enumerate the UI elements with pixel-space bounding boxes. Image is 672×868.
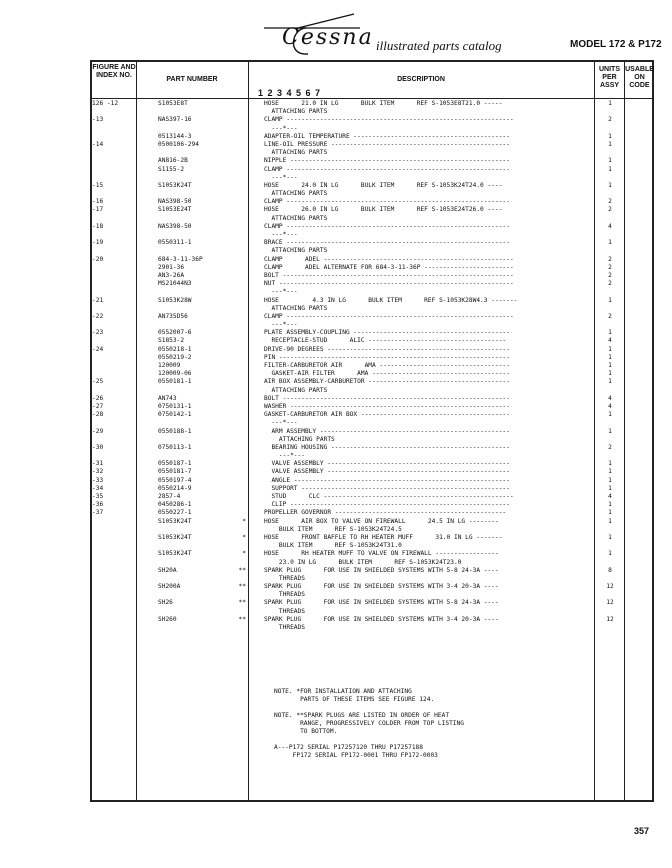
part-number: 0550181-7 (158, 468, 192, 476)
part-number: S1053E24T (158, 206, 192, 214)
part-number: 0513144-3 (158, 132, 192, 140)
units-per-assy: 1 (608, 370, 612, 378)
part-number: MS21044N3 (158, 280, 192, 288)
description: ATTACHING PARTS (264, 386, 328, 394)
description: CLAMP ------------------------------------------------------------ (264, 198, 510, 206)
table-row (0, 411, 672, 419)
part-number: S1053K28W (158, 296, 192, 304)
description: CLAMP ------------------------------------------------------------ (264, 165, 510, 173)
part-number: 120009 (158, 362, 181, 369)
description: THREADS (264, 624, 305, 631)
table-row (0, 370, 672, 378)
description: ATTACHING PARTS (264, 149, 328, 157)
units-per-assy: 1 (608, 427, 612, 435)
note-marker: ** (238, 615, 246, 623)
description: SUPPORT -------------------------------------------------------- (264, 484, 510, 492)
description: THREADS (264, 591, 305, 599)
figure-index: -19 (92, 239, 104, 247)
description: CLAMP ADEL --------------------------------------------------- (264, 255, 514, 263)
table-row (0, 239, 672, 247)
part-number: S1053K24T (158, 533, 192, 541)
units-per-assy: 1 (608, 533, 612, 541)
parts-list (0, 100, 672, 632)
note-line: FP172 SERIAL FP172-0001 THRU FP172-0003 (274, 752, 438, 759)
page-number: 357 (634, 826, 650, 836)
table-row (0, 280, 672, 288)
table-row (0, 485, 672, 493)
note-marker: * (242, 550, 246, 558)
part-number: S1853-2 (158, 337, 185, 345)
table-row (0, 460, 672, 468)
description: CLAMP ------------------------------------------------------------- (264, 312, 514, 320)
units-per-assy: 2 (608, 255, 612, 263)
description: NUT --------------------------------------------------------------- (264, 280, 514, 288)
table-row (0, 182, 672, 190)
figure-index: -35 (92, 493, 104, 500)
table-row (0, 256, 672, 264)
part-number: S1053K24T (158, 550, 192, 558)
units-per-assy: 2 (608, 280, 612, 288)
column-header-units: UNITS PER ASSY (599, 66, 620, 89)
units-per-assy: 1 (608, 484, 612, 492)
description: HOSE 24.0 IN LG BULK ITEM REF S-1053K24T24.0 ---- (264, 181, 503, 189)
figure-index: -30 (92, 443, 104, 451)
units-per-assy: 1 (608, 550, 612, 558)
part-number: 2857-4 (158, 493, 181, 500)
note-line (274, 704, 464, 712)
units-per-assy: 1 (608, 460, 612, 468)
description: PLATE ASSEMBLY-COUPLING ------------------------------------------ (264, 329, 510, 337)
table-row (0, 264, 672, 272)
units-per-assy: 1 (608, 353, 612, 361)
header-divider (90, 98, 654, 99)
table-row (0, 272, 672, 280)
figure-index: -22 (92, 312, 104, 320)
figure-index: -31 (92, 460, 104, 468)
units-per-assy: 2 (608, 312, 612, 320)
table-row (0, 542, 672, 550)
description: VALVE ASSEMBLY ------------------------------------------------- (264, 468, 510, 476)
description: THREADS (264, 607, 305, 615)
part-number: S1155-2 (158, 165, 185, 173)
part-number: 684-3-11-36P (158, 255, 203, 263)
units-per-assy: 1 (608, 411, 612, 419)
description: ATTACHING PARTS (264, 304, 328, 312)
figure-index: -20 (92, 255, 104, 263)
description: BOLT ------------------------------------------------------------- (264, 394, 510, 402)
description: DRIVE-90 DEGREES ------------------------------------------------- (264, 345, 510, 353)
figure-index: -23 (92, 329, 104, 337)
description: ---*--- (264, 452, 305, 460)
units-per-assy: 4 (608, 402, 612, 410)
description: BULK ITEM REF S-1053K24T31.0 (264, 542, 402, 550)
units-per-assy: 8 (608, 566, 612, 574)
units-per-assy: 1 (608, 296, 612, 304)
part-number: 0550218-1 (158, 345, 192, 353)
part-number: NAS398-50 (158, 198, 192, 206)
table-row (0, 174, 672, 182)
part-number: 0750113-1 (158, 443, 192, 451)
note-marker: * (242, 517, 246, 525)
table-row (0, 428, 672, 436)
table-row (0, 297, 672, 305)
description: BEARING HOUSING ------------------------------------------------ (264, 443, 510, 451)
part-number: NAS398-50 (158, 222, 192, 230)
units-per-assy: 12 (606, 583, 614, 591)
description: ANGLE ---------------------------------------------------------- (264, 476, 510, 484)
description: RECEPTACLE-STUD ALIC ------------------------------------- (264, 337, 507, 345)
units-per-assy: 2 (608, 116, 612, 124)
description: LINE-OIL PRESSURE ------------------------------------------------ (264, 140, 510, 148)
units-per-assy: 1 (608, 362, 612, 369)
table-row (0, 575, 672, 583)
description: ---*--- (264, 419, 298, 427)
figure-index: -15 (92, 181, 104, 189)
table-row (0, 125, 672, 133)
units-per-assy: 1 (608, 181, 612, 189)
figure-index: -29 (92, 427, 104, 435)
description: FILTER-CARBURETOR AIR AMA ----------------------------------- (264, 362, 510, 369)
note-marker: ** (238, 566, 246, 574)
part-number: AN816-2B (158, 157, 188, 165)
note-line: NOTE. **SPARK PLUGS ARE LISTED IN ORDER OF HEAT (274, 712, 450, 719)
units-per-assy: 2 (608, 443, 612, 451)
part-number: AN3-26A (158, 271, 185, 279)
part-number: S1053K24T (158, 517, 192, 525)
part-number: NAS397-16 (158, 116, 192, 124)
description: SPARK PLUG FOR USE IN SHIELDED SYSTEMS WITH 3-4 20-3A ---- (264, 615, 499, 623)
description: ATTACHING PARTS (264, 214, 328, 222)
units-per-assy: 1 (608, 157, 612, 165)
note-marker: ** (238, 583, 246, 591)
description: HOSE 21.0 IN LG BULK ITEM REF S-1053E8T21.0 ----- (264, 100, 503, 107)
indent-scale: 1 2 3 4 5 6 7 (258, 88, 322, 98)
table-row (0, 231, 672, 239)
part-number: SH260 (158, 615, 177, 623)
column-header-description: DESCRIPTION (397, 76, 445, 83)
description: WASHER ----------------------------------------------------------- (264, 402, 510, 410)
units-per-assy: 1 (608, 517, 612, 525)
table-row (0, 141, 672, 149)
table-row (0, 591, 672, 599)
description: ---*--- (264, 321, 298, 329)
description: HOSE AIR BOX TO VALVE ON FIREWALL 24.5 IN LG -------- (264, 517, 499, 525)
units-per-assy: 1 (608, 345, 612, 353)
description: VALVE ASSEMBLY ------------------------------------------------- (264, 460, 510, 468)
table-row (0, 321, 672, 329)
figure-index: -13 (92, 116, 104, 124)
column-header-usable: USABLE ON CODE (625, 66, 654, 89)
figure-index: -25 (92, 378, 104, 386)
description: ATTACHING PARTS (264, 190, 328, 198)
table-row (0, 198, 672, 206)
description: 23.0 IN LG BULK ITEM REF S-1053K24T23.0 (264, 558, 462, 566)
units-per-assy: 1 (608, 100, 612, 107)
table-row (0, 501, 672, 509)
part-number: 0550197-4 (158, 476, 192, 484)
units-per-assy: 12 (606, 615, 614, 623)
table-row (0, 583, 672, 591)
table-row (0, 526, 672, 534)
table-row (0, 608, 672, 616)
units-per-assy: 2 (608, 206, 612, 214)
description: CLIP ----------------------------------------------------------- (264, 501, 510, 509)
part-number: 0550188-1 (158, 427, 192, 435)
table-row (0, 378, 672, 386)
figure-index: -33 (92, 476, 104, 484)
note-marker: ** (238, 599, 246, 607)
table-row (0, 624, 672, 632)
figure-index: -16 (92, 198, 104, 206)
description: PIN -------------------------------------------------------------- (264, 353, 510, 361)
description: SPARK PLUG FOR USE IN SHIELDED SYSTEMS WITH 5-8 24-3A ---- (264, 566, 499, 574)
description: ---*--- (264, 288, 298, 296)
part-number: 0550181-1 (158, 378, 192, 386)
table-row (0, 157, 672, 165)
note-line: TO BOTTOM. (274, 728, 338, 735)
figure-index: -26 (92, 394, 104, 402)
table-row (0, 436, 672, 444)
table-row (0, 337, 672, 345)
units-per-assy: 12 (606, 599, 614, 607)
table-row (0, 133, 672, 141)
table-row (0, 362, 672, 370)
part-number: AN735D56 (158, 312, 188, 320)
table-row (0, 403, 672, 411)
description: STUD CLC --------------------------------------------------- (264, 493, 514, 500)
note-line: NOTE. *FOR INSTALLATION AND ATTACHING (274, 688, 412, 695)
part-number: 0550311-1 (158, 239, 192, 247)
figure-index: -34 (92, 484, 104, 492)
description: SPARK PLUG FOR USE IN SHIELDED SYSTEMS WITH 3-4 20-3A ---- (264, 583, 499, 591)
table-row (0, 100, 672, 108)
description: BRACE ------------------------------------------------------------ (264, 239, 510, 247)
table-row (0, 108, 672, 116)
description: ATTACHING PARTS (264, 435, 335, 443)
notes-block (274, 688, 464, 760)
figure-index: -27 (92, 402, 104, 410)
units-per-assy: 4 (608, 337, 612, 345)
description: CLAMP ADEL ALTERNATE FOR 684-3-11-36P ------------------------ (264, 263, 514, 271)
description: ---*--- (264, 231, 298, 238)
part-number: S1053E8T (158, 100, 188, 107)
description: AIR BOX ASSEMBLY-CARBURETOR -------------------------------------- (264, 378, 510, 386)
description: ATTACHING PARTS (264, 108, 328, 116)
table-row (0, 444, 672, 452)
table-row (0, 550, 672, 558)
table-row (0, 509, 672, 517)
catalog-title: illustrated parts catalog (376, 38, 502, 53)
units-per-assy: 1 (608, 132, 612, 140)
description: PROPELLER GOVERNOR ---------------------------------------------- (264, 509, 507, 517)
units-per-assy: 1 (608, 239, 612, 247)
table-row (0, 346, 672, 354)
part-number: AN743 (158, 394, 177, 402)
table-row (0, 206, 672, 214)
description: ARM ASSEMBLY --------------------------------------------------- (264, 427, 510, 435)
note-line: A---P172 SERIAL P17257120 THRU P17257188 (274, 744, 424, 751)
part-number: 0450286-1 (158, 501, 192, 509)
table-row (0, 247, 672, 255)
table-row (0, 477, 672, 485)
table-row (0, 395, 672, 403)
units-per-assy: 1 (608, 509, 612, 517)
part-number: 0550227-1 (158, 509, 192, 517)
page-header (0, 0, 672, 60)
description: ADAPTER-OIL TEMPERATURE ------------------------------------------ (264, 132, 510, 140)
column-header-figure: FIGURE AND INDEX NO. (92, 64, 136, 79)
table-row (0, 559, 672, 567)
units-per-assy: 1 (608, 329, 612, 337)
description: GASKET-CARBURETOR AIR BOX ---------------------------------------- (264, 411, 510, 419)
units-per-assy: 1 (608, 468, 612, 476)
part-number: 0550219-2 (158, 353, 192, 361)
figure-index: -18 (92, 222, 104, 230)
table-row (0, 534, 672, 542)
table-row (0, 223, 672, 231)
table-row (0, 329, 672, 337)
units-per-assy: 2 (608, 198, 612, 206)
brand-name: Cessna (282, 25, 374, 50)
description: HOSE FRONT BAFFLE TO RH HEATER MUFF 31.0 IN LG ------- (264, 533, 503, 541)
part-number: 0550214-9 (158, 484, 192, 492)
description: BULK ITEM REF S-1053K24T24.5 (264, 525, 402, 533)
note-marker: * (242, 533, 246, 541)
part-number: S1053K24T (158, 181, 192, 189)
part-number: 0550187-1 (158, 460, 192, 468)
units-per-assy: 1 (608, 140, 612, 148)
part-number: 0750142-1 (158, 411, 192, 419)
description: ATTACHING PARTS (264, 247, 328, 255)
figure-index: -36 (92, 501, 104, 509)
table-row (0, 387, 672, 395)
description: SPARK PLUG FOR USE IN SHIELDED SYSTEMS WITH 5-8 24-3A ---- (264, 599, 499, 607)
figure-index: -32 (92, 468, 104, 476)
note-line (274, 736, 464, 744)
table-row (0, 288, 672, 296)
description: HOSE RH HEATER MUFF TO VALVE ON FIREWALL ----------------- (264, 550, 499, 558)
model-label: MODEL 172 & P172 (570, 39, 662, 50)
units-per-assy: 2 (608, 271, 612, 279)
table-row (0, 599, 672, 607)
table-row (0, 616, 672, 624)
description: HOSE 26.0 IN LG BULK ITEM REF S-1053E24T26.0 ---- (264, 206, 503, 214)
part-number: 2901-36 (158, 263, 185, 271)
description: CLAMP ------------------------------------------------------------- (264, 116, 514, 124)
units-per-assy: 4 (608, 222, 612, 230)
table-row (0, 215, 672, 223)
figure-index: -21 (92, 296, 104, 304)
note-line: RANGE, PROGRESSIVELY COLDER FROM TOP LISTING (274, 720, 464, 727)
units-per-assy: 1 (608, 165, 612, 173)
table-row (0, 313, 672, 321)
description: THREADS (264, 574, 305, 582)
table-row (0, 518, 672, 526)
description: ---*--- (264, 173, 298, 181)
part-number: SH200A (158, 583, 181, 591)
units-per-assy: 1 (608, 476, 612, 484)
table-row (0, 567, 672, 575)
table-row (0, 305, 672, 313)
part-number: SH20A (158, 566, 177, 574)
units-per-assy: 4 (608, 493, 612, 500)
table-row (0, 116, 672, 124)
table-row (0, 149, 672, 157)
figure-index: -28 (92, 411, 104, 419)
description: BOLT -------------------------------------------------------------- (264, 271, 514, 279)
figure-index: -14 (92, 140, 104, 148)
description: CLAMP ------------------------------------------------------------ (264, 222, 510, 230)
table-row (0, 468, 672, 476)
units-per-assy: 1 (608, 501, 612, 509)
table-row (0, 452, 672, 460)
part-number: 0552007-6 (158, 329, 192, 337)
units-per-assy: 4 (608, 394, 612, 402)
column-header-part-number: PART NUMBER (166, 76, 218, 83)
units-per-assy: 1 (608, 378, 612, 386)
units-per-assy: 2 (608, 263, 612, 271)
description: HOSE 4.3 IN LG BULK ITEM REF S-1053K28W4.3 ------- (264, 296, 518, 304)
table-row (0, 419, 672, 427)
description: NIPPLE ----------------------------------------------------------- (264, 157, 510, 165)
note-line: PARTS OF THESE ITEMS SEE FIGURE 124. (274, 696, 435, 703)
figure-index: -37 (92, 509, 104, 517)
table-row (0, 166, 672, 174)
part-number: 120009-06 (158, 370, 192, 378)
figure-index: -24 (92, 345, 104, 353)
part-number: 0500106-294 (158, 140, 199, 148)
figure-index: -17 (92, 206, 104, 214)
table-row (0, 493, 672, 501)
part-number: SH26 (158, 599, 173, 607)
figure-index: 126 -12 (92, 100, 119, 107)
table-row (0, 190, 672, 198)
part-number: 0750131-1 (158, 402, 192, 410)
table-row (0, 354, 672, 362)
description: ---*--- (264, 124, 298, 132)
description: GASKET-AIR FILTER AMA ------------------------------------- (264, 370, 510, 378)
